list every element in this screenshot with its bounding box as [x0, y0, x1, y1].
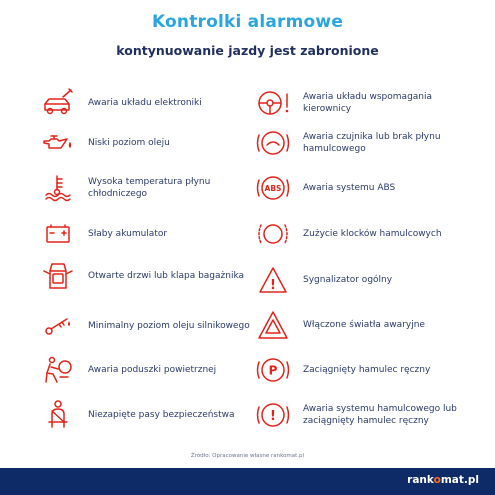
warning-item	[38, 308, 250, 344]
warning-item	[38, 125, 238, 161]
coolant-temperature-icon	[38, 170, 78, 206]
warning-label: Awaria czujnika lub brak płynu hamulcowego	[303, 132, 441, 154]
brake-fluid-icon	[253, 125, 293, 161]
warning-item	[253, 125, 463, 161]
airbag-icon	[38, 352, 78, 388]
open-door-icon	[38, 258, 78, 294]
warning-item	[253, 397, 463, 433]
warning-item	[253, 216, 463, 252]
brand-text: rankomat.pl	[407, 474, 479, 486]
warning-item	[253, 170, 463, 206]
warning-item	[38, 216, 238, 252]
warning-label: Minimalny poziom oleju silnikowego	[88, 321, 250, 331]
seatbelt-icon	[38, 397, 78, 433]
warning-label: Wysoka temperatura płynu chłodniczego	[88, 177, 211, 199]
source-note: Źródło: Opracowanie własne rankomat.pl	[190, 453, 305, 459]
warning-label: Awaria systemu ABS	[303, 183, 396, 193]
battery-icon	[38, 216, 78, 252]
p-text: P	[268, 363, 278, 378]
warning-label: Otwarte drzwi lub klapa bagażnika	[88, 271, 245, 281]
warning-item	[253, 85, 463, 121]
warning-item	[38, 352, 238, 388]
warning-label: Niski poziom oleju	[88, 138, 170, 148]
warning-label: Niezapięte pasy bezpieczeństwa	[88, 410, 235, 420]
warning-label: Zużycie klocków hamulcowych	[303, 229, 442, 239]
warning-item	[38, 258, 245, 294]
warning-item	[253, 307, 463, 343]
car-wrench-icon	[38, 85, 78, 121]
warning-label: Awaria systemu hamulcowego lub zaciągnięty hamulec ręczny	[303, 404, 457, 426]
abs-text: ABS	[264, 184, 282, 193]
brake-system-icon	[253, 397, 293, 433]
brake-pads-icon	[253, 216, 293, 252]
page-subtitle: kontynuowanie jazdy jest zabronione	[116, 43, 379, 58]
warning-label: Awaria układu elektroniki	[88, 98, 202, 108]
hazard-lights-icon	[253, 307, 293, 343]
warning-item	[38, 397, 238, 433]
page-title: Kontrolki alarmowe	[151, 12, 344, 32]
warning-label: Włączone światła awaryjne	[303, 320, 425, 330]
warning-label: Zaciągnięty hamulec ręczny	[303, 365, 431, 375]
warning-item	[253, 262, 463, 298]
warning-label: Słaby akumulator	[88, 229, 168, 239]
oil-can-icon	[38, 125, 78, 161]
warning-item	[38, 170, 238, 206]
warning-item	[38, 85, 238, 121]
exclamation-text: !	[270, 278, 276, 293]
parking-brake-icon	[253, 352, 293, 388]
steering-wheel-warning-icon	[253, 85, 293, 121]
brand-logo[interactable]	[407, 474, 479, 486]
exclamation-text: !	[270, 409, 276, 424]
oil-dipstick-icon	[38, 308, 78, 344]
warning-item	[253, 352, 463, 388]
footer-bar	[0, 468, 495, 495]
warning-label: Sygnalizator ogólny	[303, 275, 393, 285]
abs-icon	[253, 170, 293, 206]
general-warning-icon	[253, 262, 293, 298]
warning-label: Awaria układu wspomagania kierownicy	[303, 92, 433, 114]
warning-label: Awaria poduszki powietrznej	[88, 365, 217, 375]
